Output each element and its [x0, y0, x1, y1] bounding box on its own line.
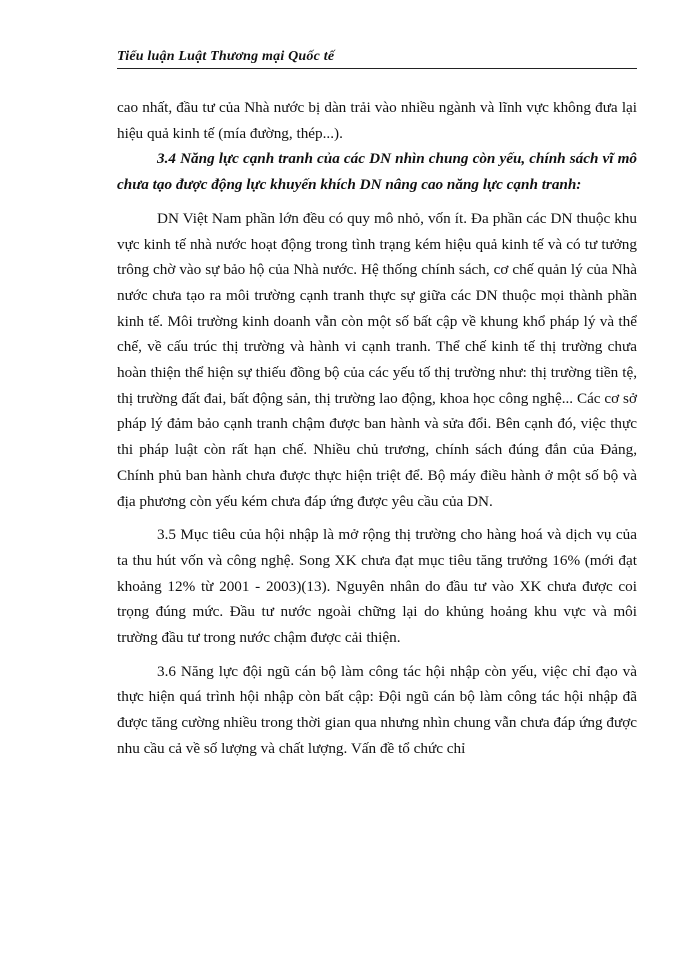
- document-body: [117, 95, 637, 762]
- paragraph-3-6: 3.6 Năng lực đội ngũ cán bộ làm công tác hội nhập còn yếu, việc chỉ đạo và thực hiện quá trình hội nhập còn bất cập: Đội ngũ cán bộ làm công tác hội nhập đã được tăng cường nhiều trong thời gian qua nhưng nhìn chung vẫn chưa đáp ứng được nhu cầu cả về số lượng và chất lượng. Vấn đề tổ chức chỉ: [117, 662, 637, 757]
- page-header: [117, 48, 637, 69]
- paragraph-3-4-body: DN Việt Nam phần lớn đều có quy mô nhỏ, vốn ít. Đa phần các DN thuộc khu vực kinh tế nhà nước hoạt động trong tình trạng kém hiệu quả kinh tế và có tư tưởng trông chờ vào sự bảo hộ của Nhà nước. Hệ thống chính sách, cơ chế quản lý của Nhà nước chưa tạo ra môi trường cạnh tranh thực sự giữa các DN thuộc mọi thành phần kinh tế. Môi trường kinh doanh vẫn còn một số bất cập về khung khổ pháp lý và thể chế, về cấu trúc thị trường và hành vi cạnh tranh. Thể chế kinh tế thị trường chưa hoàn thiện thể hiện sự thiếu đồng bộ của các yếu tố thị trường như: thị trường tiền tệ, thị trường đất đai, bất động sản, thị trường lao động, khoa học công nghệ... Các cơ sở pháp lý đảm bảo cạnh tranh chậm được ban hành và sửa đổi. Bên cạnh đó, việc thực thi pháp luật còn rất hạn chế. Nhiều chủ trương, chính sách đúng đắn của Đảng, Chính phủ ban hành chưa được thực hiện triệt để. Bộ máy điều hành ở một số bộ và địa phương còn yếu kém chưa đáp ứng được yêu cầu của DN.: [117, 209, 637, 510]
- paragraph-continuation: cao nhất, đầu tư của Nhà nước bị dàn trải vào nhiều ngành và lĩnh vực không đưa lại hiệu quả kinh tế (mía đường, thép...).: [117, 99, 637, 142]
- header-title: Tiểu luận Luật Thương mại Quốc tế: [117, 49, 335, 64]
- paragraph-3-5: 3.5 Mục tiêu của hội nhập là mở rộng thị trường cho hàng hoá và dịch vụ của ta thu hút vốn và công nghệ. Song XK chưa đạt mục tiêu tăng trưởng 16% (mới đạt khoảng 12% từ 2001 - 2003)(13). Nguyên nhân do đầu tư vào XK chưa được coi trọng đúng mức. Đầu tư nước ngoài chững lại do khủng hoảng khu vực và môi trường đầu tư trong nước chậm được cải thiện.: [117, 526, 637, 647]
- section-heading-3-4: 3.4 Năng lực cạnh tranh của các DN nhìn chung còn yếu, chính sách vĩ mô chưa tạo được động lực khuyến khích DN nâng cao năng lực cạnh tranh:: [117, 150, 637, 194]
